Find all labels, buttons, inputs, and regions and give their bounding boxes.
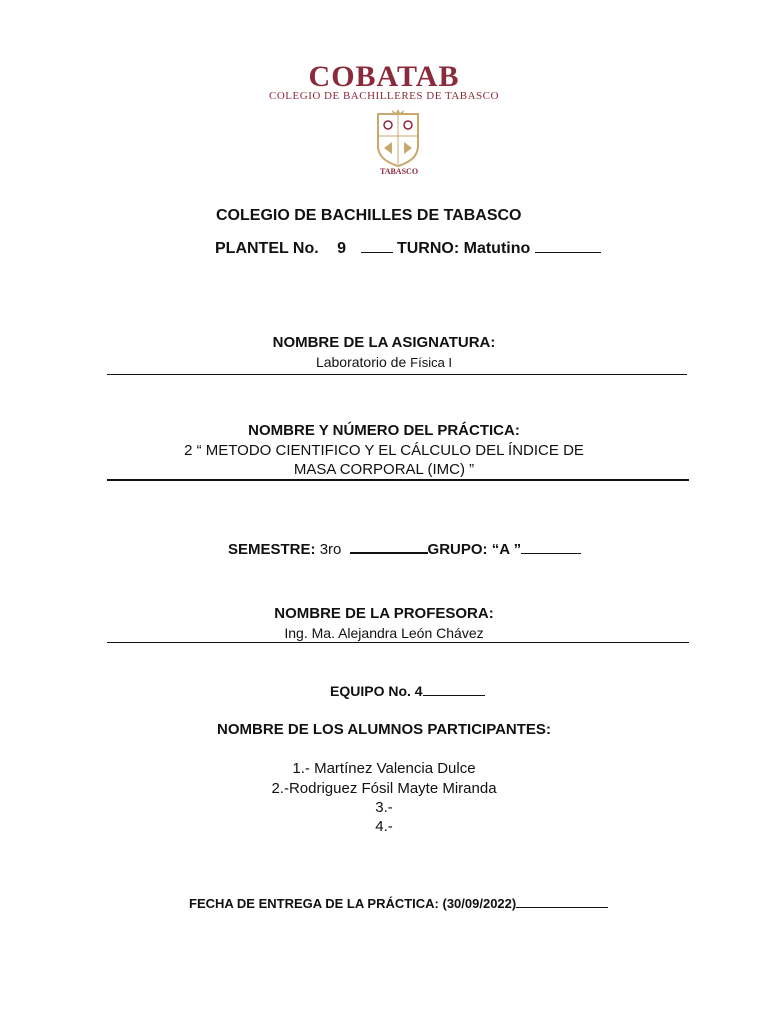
blank-underline xyxy=(535,252,601,253)
fecha-line xyxy=(189,896,608,911)
equipo-line xyxy=(330,683,485,699)
practica-title-line1: 2 “ METODO CIENTIFICO Y EL CÁLCULO DEL ÍNDICE DE xyxy=(184,442,584,459)
profesora-label: NOMBRE DE LA PROFESORA: xyxy=(274,605,494,622)
plantel-label: PLANTEL No. xyxy=(215,240,319,257)
practica-title-line2: MASA CORPORAL (IMC) ” xyxy=(293,461,475,478)
profesora-name: Ing. Ma. Alejandra León Chávez xyxy=(284,625,484,641)
semestre-line xyxy=(228,541,581,558)
equipo-label: EQUIPO No. 4 xyxy=(330,683,423,699)
divider xyxy=(107,374,687,375)
divider xyxy=(107,479,689,481)
semestre-value: 3ro xyxy=(319,541,342,558)
plantel-line xyxy=(215,240,601,258)
blank-underline xyxy=(516,907,608,908)
semestre-label: SEMESTRE: xyxy=(228,541,316,558)
practica-label: NOMBRE Y NÚMERO DEL PRÁCTICA: xyxy=(248,422,520,439)
blank-underline xyxy=(521,553,581,554)
alumno-item: 1.- Martínez Valencia Dulce xyxy=(292,760,476,777)
grupo-label: GRUPO: “A ” xyxy=(427,541,522,558)
turno-label: TURNO: Matutino xyxy=(396,240,531,257)
fecha-label: FECHA DE ENTREGA DE LA PRÁCTICA: (30/09/2022) xyxy=(189,896,517,911)
blank-underline xyxy=(350,552,428,554)
alumno-item: 2.-Rodriguez Fósil Mayte Miranda xyxy=(271,780,497,797)
logo-subtitle: COLEGIO DE BACHILLERES DE TABASCO xyxy=(269,90,499,102)
seal-label: TABASCO xyxy=(379,167,419,176)
school-name: COLEGIO DE BACHILLES DE TABASCO xyxy=(216,207,522,224)
plantel-value: 9 xyxy=(337,240,347,257)
divider xyxy=(107,642,689,643)
blank-underline xyxy=(361,252,393,253)
alumno-item: 4.- xyxy=(375,818,393,835)
blank-underline xyxy=(423,695,485,696)
alumno-item: 3.- xyxy=(375,799,393,816)
asignatura-label: NOMBRE DE LA ASIGNATURA: xyxy=(272,334,496,351)
logo-title: COBATAB xyxy=(308,60,460,93)
alumnos-label: NOMBRE DE LOS ALUMNOS PARTICIPANTES: xyxy=(217,721,551,738)
asignatura-value: Laboratorio de Física I xyxy=(315,354,453,370)
